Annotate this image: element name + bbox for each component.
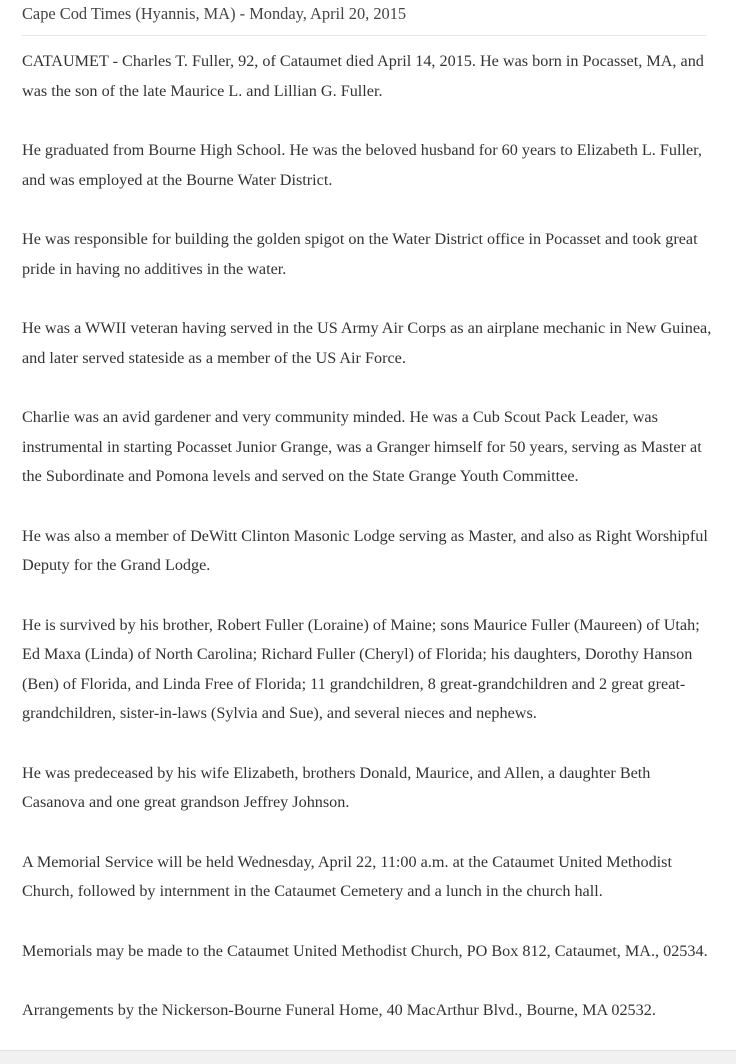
paragraph-arrangements: Arrangements by the Nickerson-Bourne Funeral Home, 40 MacArthur Blvd., Bourne, MA 02532. xyxy=(22,1001,656,1019)
paragraph-memorials: Memorials may be made to the Cataumet United Methodist Church, PO Box 812, Cataumet, MA., 02534. xyxy=(22,941,708,960)
paragraph-golden-spigot: He was responsible for building the golden spigot on the Water District office in Pocasset and took great pride in having no additives in the water. xyxy=(22,230,698,278)
paragraph-education-marriage: He graduated from Bourne High School. He was the beloved husband for 60 years to Elizabeth L. Fuller, and was employed at the Bourne Water District. xyxy=(22,141,702,189)
paragraph-memorial-service: A Memorial Service will be held Wednesday, April 22, 11:00 a.m. at the Cataumet United Methodist Church, followed by internment in the Cataumet Cemetery and a lunch in the church hall. xyxy=(22,852,672,900)
source-dateline: Cape Cod Times (Hyannis, MA) - Monday, April 20, 2015 xyxy=(22,4,407,23)
paragraph-masonic-lodge: He was also a member of DeWitt Clinton Masonic Lodge serving as Master, and also as Right Worshipful Deputy for the Grand Lodge. xyxy=(22,526,708,574)
paragraph-military-service: He was a WWII veteran having served in the US Army Air Corps as an airplane mechanic in New Guinea, and later served stateside as a member of the US Air Force. xyxy=(22,319,712,367)
paragraph-community: Charlie was an avid gardener and very community minded. He was a Cub Scout Pack Leader, was instrumental in starting Pocasset Junior Grange, was a Granger himself for 50 years, serving as Master at the Subordinate and Pomona levels and served on the State Grange Youth Committee. xyxy=(22,408,702,485)
bottom-scroll-edge xyxy=(0,1050,736,1064)
paragraph-survivors: He is survived by his brother, Robert Fuller (Loraine) of Maine; sons Maurice Fuller (Maureen) of Utah; Ed Maxa (Linda) of North Carolina; Richard Fuller (Cheryl) of Florida; his daughters, Dorothy Hanson (Ben) of Florida, and Linda Free of Florida; 11 grandchildren, 8 great-grandchildren and 2 great great-grandchildren, sister-in-laws (Sylvia and Sue), and several nieces and nephews. xyxy=(22,615,700,722)
paragraph-death-notice: CATAUMET - Charles T. Fuller, 92, of Cataumet died April 14, 2015. He was born in Pocasset, MA, and was the son of the late Maurice L. and Lillian G. Fuller. xyxy=(22,52,704,100)
header-divider xyxy=(22,35,706,36)
paragraph-predeceased: He was predeceased by his wife Elizabeth, brothers Donald, Maurice, and Allen, a daughter Beth Casanova and one great grandson Jeffrey Johnson. xyxy=(22,763,651,811)
obituary-body xyxy=(22,47,712,1056)
